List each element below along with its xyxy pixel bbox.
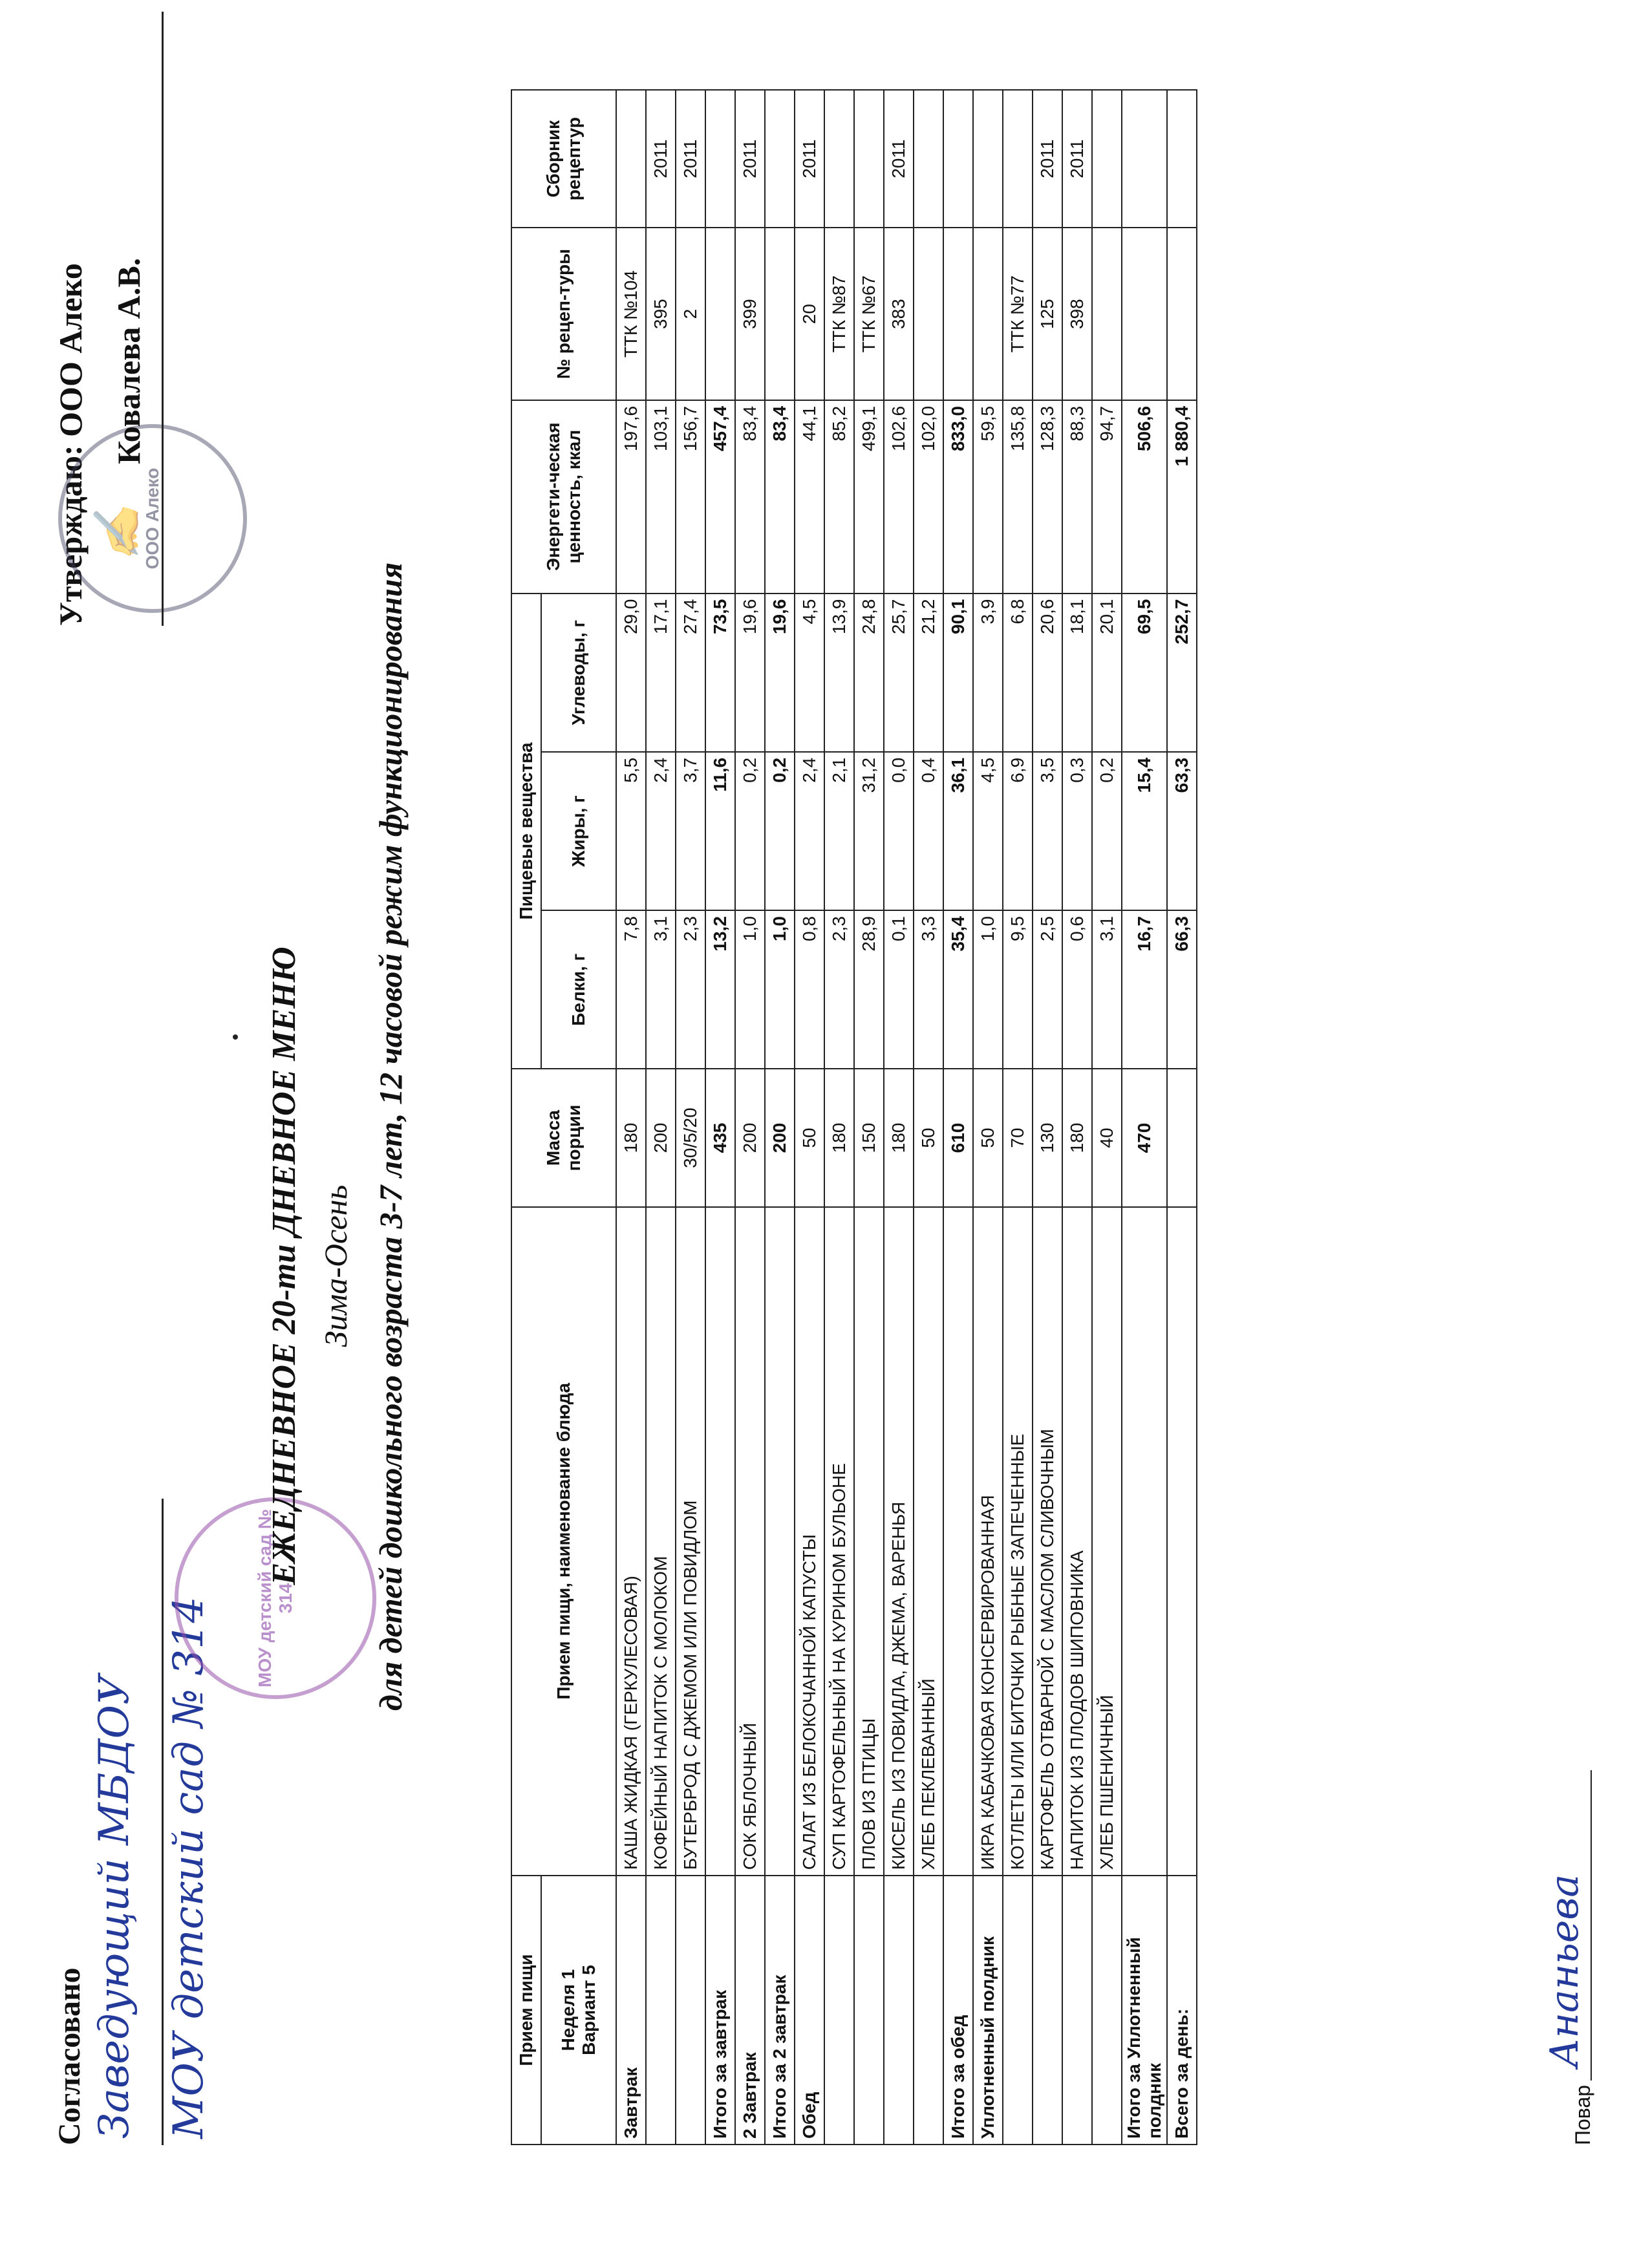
recipe-cell: 2 xyxy=(676,228,705,400)
fats-cell: 0,2 xyxy=(765,752,795,910)
recipe-cell: 399 xyxy=(735,228,765,400)
collection-cell xyxy=(973,90,1003,228)
mass-cell: 50 xyxy=(973,1069,1003,1206)
table-row xyxy=(1003,90,1033,2145)
header-collection: Сборник рецептур xyxy=(511,90,616,228)
collection-cell xyxy=(854,90,884,228)
recipe-cell: 398 xyxy=(1062,228,1092,400)
week-variant-cell xyxy=(541,1876,616,2145)
carbs-cell: 6,8 xyxy=(1003,594,1033,752)
collection-cell: 2011 xyxy=(884,90,914,228)
mass-cell: 180 xyxy=(1062,1069,1092,1206)
dish-cell: КОФЕЙНЫЙ НАПИТОК С МОЛОКОМ xyxy=(646,1207,676,1876)
left-seal-text: МОУ детский сад № 314 xyxy=(255,1509,295,1687)
table-row xyxy=(705,90,735,2145)
proteins-cell: 9,5 xyxy=(1003,910,1033,1069)
table-row xyxy=(1062,90,1092,2145)
carbs-cell: 25,7 xyxy=(884,594,914,752)
proteins-cell: 28,9 xyxy=(854,910,884,1069)
carbs-cell: 17,1 xyxy=(646,594,676,752)
fats-cell: 11,6 xyxy=(705,752,735,910)
meal-cell xyxy=(1003,1876,1033,2145)
fats-cell: 2,4 xyxy=(795,752,824,910)
collection-cell xyxy=(943,90,973,228)
dish-cell: КАША ЖИДКАЯ (ГЕРКУЛЕСОВАЯ) xyxy=(616,1207,646,1876)
table-row xyxy=(914,90,943,2145)
proteins-cell: 0,6 xyxy=(1062,910,1092,1069)
document-subtitle: для детей дошкольного возраста 3-7 лет, 12 часовой режим функционирования xyxy=(372,562,409,1711)
mass-cell: 200 xyxy=(646,1069,676,1206)
fats-cell: 15,4 xyxy=(1122,752,1167,910)
header-proteins: Белки, г xyxy=(541,910,616,1069)
dish-cell: САЛАТ ИЗ БЕЛОКОЧАННОЙ КАПУСТЫ xyxy=(795,1207,824,1876)
fats-cell: 0,2 xyxy=(1092,752,1122,910)
table-row xyxy=(795,90,824,2145)
dish-cell xyxy=(1167,1207,1197,1876)
recipe-cell: 20 xyxy=(795,228,824,400)
fats-cell: 2,4 xyxy=(646,752,676,910)
mass-cell: 200 xyxy=(735,1069,765,1206)
week-label: Неделя 1 xyxy=(558,1969,578,2051)
proteins-cell: 7,8 xyxy=(616,910,646,1069)
dish-cell: ХЛЕБ ПЕКЛЕВАННЫЙ xyxy=(914,1207,943,1876)
dish-cell xyxy=(1122,1207,1167,1876)
meal-cell: Обед xyxy=(795,1876,824,2145)
carbs-cell: 69,5 xyxy=(1122,594,1167,752)
proteins-cell: 3,1 xyxy=(646,910,676,1069)
energy-cell: 1 880,4 xyxy=(1167,400,1197,594)
header-recipe: № рецеп-туры xyxy=(511,228,616,400)
collection-cell xyxy=(1003,90,1033,228)
table-row xyxy=(1033,90,1062,2145)
agreed-signature-line xyxy=(162,1499,164,2145)
table-row xyxy=(854,90,884,2145)
fats-cell: 63,3 xyxy=(1167,752,1197,910)
proteins-cell: 1,0 xyxy=(735,910,765,1069)
energy-cell: 506,6 xyxy=(1122,400,1167,594)
energy-cell: 94,7 xyxy=(1092,400,1122,594)
carbs-cell: 73,5 xyxy=(705,594,735,752)
mass-cell: 180 xyxy=(824,1069,854,1206)
collection-cell: 2011 xyxy=(646,90,676,228)
agreed-handwriting-line-2: МОУ детский сад № 314 xyxy=(165,1596,213,2139)
dish-cell: ИКРА КАБАЧКОВАЯ КОНСЕРВИРОВАННАЯ xyxy=(973,1207,1003,1876)
collection-cell xyxy=(824,90,854,228)
collection-cell: 2011 xyxy=(1062,90,1092,228)
energy-cell: 83,4 xyxy=(765,400,795,594)
recipe-cell xyxy=(914,228,943,400)
recipe-cell xyxy=(943,228,973,400)
recipe-cell xyxy=(973,228,1003,400)
meal-cell xyxy=(1062,1876,1092,2145)
energy-cell: 197,6 xyxy=(616,400,646,594)
proteins-cell: 1,0 xyxy=(973,910,1003,1069)
dish-cell: СОК ЯБЛОЧНЫЙ xyxy=(735,1207,765,1876)
carbs-cell: 252,7 xyxy=(1167,594,1197,752)
mass-cell: 200 xyxy=(765,1069,795,1206)
mass-cell: 40 xyxy=(1092,1069,1122,1206)
table-row xyxy=(676,90,705,2145)
recipe-cell xyxy=(1122,228,1167,400)
header-fats: Жиры, г xyxy=(541,752,616,910)
meal-cell: Итого за завтрак xyxy=(705,1876,735,2145)
energy-cell: 135,8 xyxy=(1003,400,1033,594)
table-row xyxy=(735,90,765,2145)
meal-cell: Итого за Уплотненный полдник xyxy=(1122,1876,1167,2145)
carbs-cell: 90,1 xyxy=(943,594,973,752)
proteins-cell: 3,1 xyxy=(1092,910,1122,1069)
carbs-cell: 20,1 xyxy=(1092,594,1122,752)
agreed-label: Согласовано xyxy=(52,1967,87,2145)
proteins-cell: 16,7 xyxy=(1122,910,1167,1069)
energy-cell: 128,3 xyxy=(1033,400,1062,594)
table-row xyxy=(1122,90,1167,2145)
collection-cell xyxy=(705,90,735,228)
approver-name: Ковалева А.В. xyxy=(111,257,147,464)
recipe-cell xyxy=(1167,228,1197,400)
mass-cell: 50 xyxy=(914,1069,943,1206)
dish-cell: ХЛЕБ ПШЕНИЧНЫЙ xyxy=(1092,1207,1122,1876)
fats-cell: 0,4 xyxy=(914,752,943,910)
table-row xyxy=(765,90,795,2145)
meal-cell: 2 Завтрак xyxy=(735,1876,765,2145)
dish-cell: НАПИТОК ИЗ ПЛОДОВ ШИПОВНИКА xyxy=(1062,1207,1092,1876)
mass-cell: 435 xyxy=(705,1069,735,1206)
meal-cell xyxy=(676,1876,705,2145)
recipe-cell: ТТК №67 xyxy=(854,228,884,400)
proteins-cell: 2,3 xyxy=(676,910,705,1069)
header-meal: Прием пищи xyxy=(511,1876,541,2145)
fats-cell: 0,3 xyxy=(1062,752,1092,910)
proteins-cell: 66,3 xyxy=(1167,910,1197,1069)
approver-signature: ✍ xyxy=(91,504,144,561)
ink-dot xyxy=(233,1034,238,1040)
mass-cell: 50 xyxy=(795,1069,824,1206)
meal-cell xyxy=(884,1876,914,2145)
proteins-cell: 0,8 xyxy=(795,910,824,1069)
recipe-cell: ТТК №77 xyxy=(1003,228,1033,400)
approved-label: Утверждаю: ООО Алеко xyxy=(52,263,89,626)
table-row xyxy=(884,90,914,2145)
collection-cell: 2011 xyxy=(676,90,705,228)
meal-cell xyxy=(1092,1876,1122,2145)
energy-cell: 59,5 xyxy=(973,400,1003,594)
fats-cell: 36,1 xyxy=(943,752,973,910)
header-mass: Масса порции xyxy=(511,1069,616,1206)
energy-cell: 833,0 xyxy=(943,400,973,594)
collection-cell xyxy=(1092,90,1122,228)
recipe-cell: 395 xyxy=(646,228,676,400)
meal-cell xyxy=(646,1876,676,2145)
table-row xyxy=(616,90,646,2145)
proteins-cell: 35,4 xyxy=(943,910,973,1069)
energy-cell: 156,7 xyxy=(676,400,705,594)
dish-cell: ПЛОВ ИЗ ПТИЦЫ xyxy=(854,1207,884,1876)
mass-cell: 130 xyxy=(1033,1069,1062,1206)
mass-cell: 30/5/20 xyxy=(676,1069,705,1206)
carbs-cell: 21,2 xyxy=(914,594,943,752)
table-row xyxy=(943,90,973,2145)
season-label: Зима-Осень xyxy=(317,1184,354,1347)
carbs-cell: 19,6 xyxy=(765,594,795,752)
meal-cell: Уплотненный полдник xyxy=(973,1876,1003,2145)
meal-cell xyxy=(1033,1876,1062,2145)
cook-signature: Ананьева xyxy=(1542,1874,1587,2068)
meal-cell xyxy=(854,1876,884,2145)
mass-cell: 180 xyxy=(616,1069,646,1206)
menu-table xyxy=(511,89,1197,2145)
carbs-cell: 19,6 xyxy=(735,594,765,752)
agreed-handwriting-line-1: Заведующий МБДОУ xyxy=(91,1674,138,2139)
header-nutrients: Пищевые вещества xyxy=(511,594,541,1069)
collection-cell xyxy=(1167,90,1197,228)
dish-cell xyxy=(765,1207,795,1876)
proteins-cell: 2,3 xyxy=(824,910,854,1069)
fats-cell: 0,0 xyxy=(884,752,914,910)
dish-cell: КОТЛЕТЫ ИЛИ БИТОЧКИ РЫБНЫЕ ЗАПЕЧЕННЫЕ xyxy=(1003,1207,1033,1876)
approved-signature-line xyxy=(162,12,164,626)
proteins-cell: 3,3 xyxy=(914,910,943,1069)
cook-label: Повар xyxy=(1571,2084,1594,2145)
mass-cell xyxy=(1167,1069,1197,1206)
carbs-cell: 4,5 xyxy=(795,594,824,752)
carbs-cell: 27,4 xyxy=(676,594,705,752)
table-row xyxy=(1167,90,1197,2145)
mass-cell: 180 xyxy=(884,1069,914,1206)
dish-cell: КИСЕЛЬ ИЗ ПОВИДЛА, ДЖЕМА, ВАРЕНЬЯ xyxy=(884,1207,914,1876)
carbs-cell: 3,9 xyxy=(973,594,1003,752)
energy-cell: 44,1 xyxy=(795,400,824,594)
table-row xyxy=(973,90,1003,2145)
right-seal-text: ООО Алеко xyxy=(142,467,162,570)
dish-cell: СУП КАРТОФЕЛЬНЫЙ НА КУРИНОМ БУЛЬОНЕ xyxy=(824,1207,854,1876)
recipe-cell: ТТК №104 xyxy=(616,228,646,400)
dish-cell: КАРТОФЕЛЬ ОТВАРНОЙ С МАСЛОМ СЛИВОЧНЫМ xyxy=(1033,1207,1062,1876)
collection-cell xyxy=(616,90,646,228)
carbs-cell: 24,8 xyxy=(854,594,884,752)
fats-cell: 5,5 xyxy=(616,752,646,910)
energy-cell: 102,0 xyxy=(914,400,943,594)
energy-cell: 83,4 xyxy=(735,400,765,594)
recipe-cell xyxy=(765,228,795,400)
dish-cell xyxy=(943,1207,973,1876)
meal-cell: Итого за обед xyxy=(943,1876,973,2145)
header-dish: Прием пищи, наименование блюда xyxy=(511,1207,616,1876)
meal-cell: Итого за 2 завтрак xyxy=(765,1876,795,2145)
meal-cell: Завтрак xyxy=(616,1876,646,2145)
carbs-cell: 20,6 xyxy=(1033,594,1062,752)
document-title: ЕЖЕДНЕВНОЕ 20-ти ДНЕВНОЕ МЕНЮ xyxy=(266,947,303,1585)
collection-cell: 2011 xyxy=(735,90,765,228)
header-carbs: Углеводы, г xyxy=(541,594,616,752)
mass-cell: 610 xyxy=(943,1069,973,1206)
collection-cell xyxy=(765,90,795,228)
collection-cell xyxy=(1122,90,1167,228)
meal-cell xyxy=(914,1876,943,2145)
recipe-cell: 125 xyxy=(1033,228,1062,400)
proteins-cell: 2,5 xyxy=(1033,910,1062,1069)
variant-label: Вариант 5 xyxy=(579,1965,599,2055)
mass-cell: 70 xyxy=(1003,1069,1033,1206)
proteins-cell: 1,0 xyxy=(765,910,795,1069)
fats-cell: 4,5 xyxy=(973,752,1003,910)
collection-cell: 2011 xyxy=(795,90,824,228)
fats-cell: 2,1 xyxy=(824,752,854,910)
mass-cell: 470 xyxy=(1122,1069,1167,1206)
dish-cell: БУТЕРБРОД С ДЖЕМОМ ИЛИ ПОВИДЛОМ xyxy=(676,1207,705,1876)
recipe-cell: ТТК №87 xyxy=(824,228,854,400)
mass-cell: 150 xyxy=(854,1069,884,1206)
menu-table-body xyxy=(616,90,1197,2145)
meal-cell xyxy=(824,1876,854,2145)
energy-cell: 457,4 xyxy=(705,400,735,594)
energy-cell: 103,1 xyxy=(646,400,676,594)
energy-cell: 102,6 xyxy=(884,400,914,594)
fats-cell: 6,9 xyxy=(1003,752,1033,910)
carbs-cell: 18,1 xyxy=(1062,594,1092,752)
energy-cell: 88,3 xyxy=(1062,400,1092,594)
carbs-cell: 29,0 xyxy=(616,594,646,752)
proteins-cell: 13,2 xyxy=(705,910,735,1069)
fats-cell: 3,7 xyxy=(676,752,705,910)
fats-cell: 31,2 xyxy=(854,752,884,910)
table-row xyxy=(646,90,676,2145)
dish-cell xyxy=(705,1207,735,1876)
cook-signature-line xyxy=(1591,1770,1592,2081)
meal-cell: Всего за день: xyxy=(1167,1876,1197,2145)
collection-cell: 2011 xyxy=(1033,90,1062,228)
energy-cell: 85,2 xyxy=(824,400,854,594)
recipe-cell xyxy=(1092,228,1122,400)
proteins-cell: 0,1 xyxy=(884,910,914,1069)
recipe-cell xyxy=(705,228,735,400)
recipe-cell: 383 xyxy=(884,228,914,400)
fats-cell: 0,2 xyxy=(735,752,765,910)
fats-cell: 3,5 xyxy=(1033,752,1062,910)
table-row xyxy=(1092,90,1122,2145)
carbs-cell: 13,9 xyxy=(824,594,854,752)
energy-cell: 499,1 xyxy=(854,400,884,594)
right-seal-stamp xyxy=(58,424,247,613)
collection-cell xyxy=(914,90,943,228)
table-row xyxy=(824,90,854,2145)
header-energy: Энергети-ческая ценность, ккал xyxy=(511,400,616,594)
